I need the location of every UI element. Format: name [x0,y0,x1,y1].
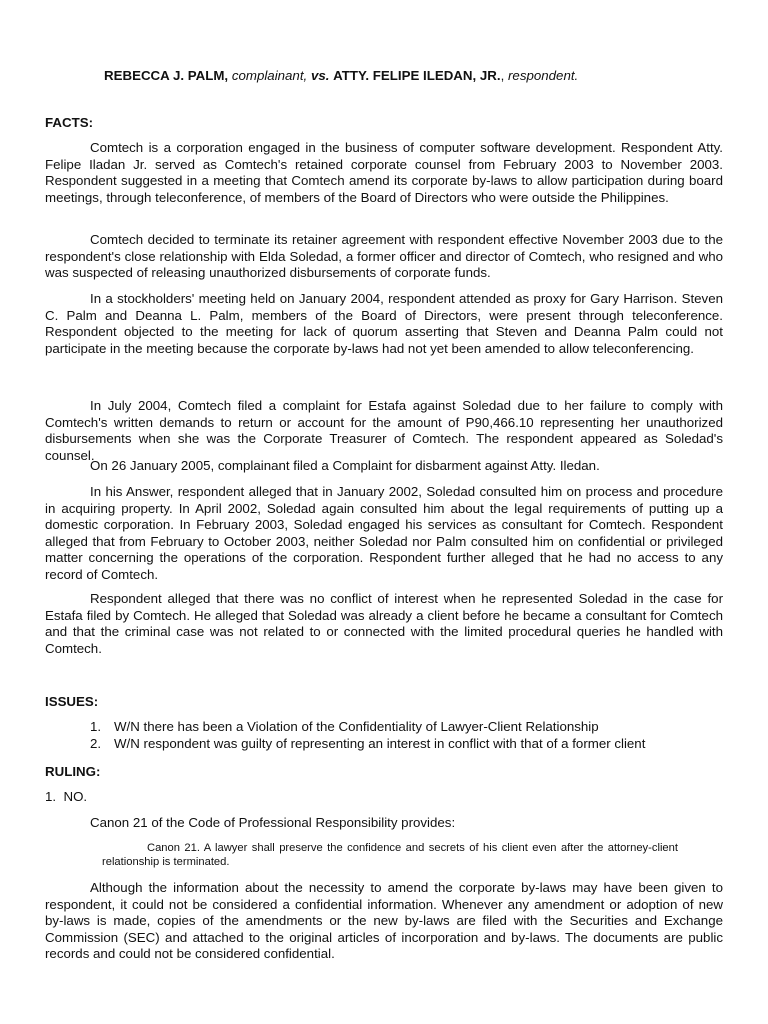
ruling-paragraph: Although the information about the necessity to amend the corporate by-laws may have been given to respondent, it could not be considered a confidential information. Whenever any amendment or adoption of new by-laws is made, copies of the amendments or the new by-laws are filed with the Securities and Exchange Commission (SEC) and attached to the original articles of incorporation and by-laws. The documents are public records and could not be considered confidential. [45,880,723,961]
issue-item [90,719,723,736]
facts-paragraph: Comtech is a corporation engaged in the business of computer software development. Respondent Atty. Felipe Iladan Jr. served as Comtech's retained corporate counsel from February 2003 to November 2003. Respondent suggested in a meeting that Comtech amend its corporate by-laws to allow participation during board meetings, through teleconference, of members of the Board of Directors who were outside the Philippines. [45,140,723,205]
facts-paragraph: On 26 January 2005, complainant filed a Complaint for disbarment against Atty. Iledan. [90,458,600,473]
facts-paragraph-3-block [45,291,723,357]
canon-quote: Canon 21. A lawyer shall preserve the confidence and secrets of his client even after the attorney-client relationship is terminated. [102,842,678,868]
facts-paragraph: In a stockholders' meeting held on January 2004, respondent attended as proxy for Gary Harrison. Steven C. Palm and Deanna L. Palm, members of the Board of Directors, were present through teleconference. Respondent objected to the meeting for lack of quorum asserting that Steven and Deanna Palm could not participate in the meeting because the corporate by-laws had not yet been amended to allow teleconferencing. [45,291,723,356]
facts-paragraph: In July 2004, Comtech filed a complaint for Estafa against Soledad due to her failure to comply with Comtech's written demands to return or account for the amount of P90,466.10 representing her unauthorized disbursements when she was the Corporate Treasurer of Comtech. The respondent appeared as Soledad's counsel. [45,398,723,463]
ruling-answer: 1. NO. [45,789,88,804]
canon-intro: Canon 21 of the Code of Professional Responsibility provides: [90,815,456,830]
facts-paragraph: Comtech decided to terminate its retainer agreement with respondent effective November 2003 due to the respondent's close relationship with Elda Soledad, a former officer and director of Comtech, who resigned and who was suspected of releasing unauthorized disbursements of corporate funds. [45,232,723,280]
ruling-heading-block [45,764,723,781]
case-title: REBECCA J. PALM, complainant, vs. ATTY. FELIPE ILEDAN, JR., respondent. [104,68,579,83]
facts-paragraph-6-block [45,484,723,583]
issues-heading-block [45,694,723,711]
issue-number: 2. [90,735,102,751]
canon-quote-block [45,841,723,869]
issues-list [45,719,723,752]
respondent-name: ATTY. FELIPE ILEDAN, JR. [333,68,501,83]
issue-item [90,736,723,753]
canon-intro-block [45,815,723,832]
issues-list-block [45,719,723,752]
issue-text: W/N there has been a Violation of the Confidentiality of Lawyer-Client Relationship [114,719,599,734]
ruling-paragraph-block [45,880,723,963]
facts-heading: FACTS: [45,115,94,130]
complainant-name: REBECCA J. PALM, [104,68,229,83]
complainant-role: complainant, [231,68,308,83]
respondent-role: respondent. [508,68,579,83]
facts-paragraph-2-block [45,232,723,282]
facts-paragraph: Respondent alleged that there was no conflict of interest when he represented Soledad in the case for Estafa filed by Comtech. He alleged that Soledad was already a client before he became a consultant for Comtech and that the criminal case was not related to or connected with the limited procedural queries he handled with Comtech. [45,591,723,656]
ruling-answer-block [45,789,723,806]
ruling-heading: RULING: [45,764,101,779]
facts-heading-block [45,115,723,132]
issue-number: 1. [90,719,102,734]
facts-paragraph-7-block [45,591,723,657]
issue-text: W/N respondent was guilty of representing an interest in conflict with that of a former client [114,735,646,751]
facts-paragraph-1-block [45,140,723,206]
facts-paragraph-5-block [45,458,723,475]
versus: vs. [310,68,330,83]
facts-paragraph-4-block [45,398,723,464]
facts-paragraph: In his Answer, respondent alleged that in January 2002, Soledad consulted him on process and procedure in acquiring property. In April 2002, Soledad again consulted him about the legal requirements of putting up a domestic corporation. In February 2003, Soledad engaged his services as consultant for Comtech. Respondent alleged that from February to October 2003, neither Soledad nor Palm consulted him on confidential or privileged matter concerning the operations of the corporation. Respondent further alleged that he had no access to any record of Comtech. [45,484,723,582]
issues-heading: ISSUES: [45,694,99,709]
